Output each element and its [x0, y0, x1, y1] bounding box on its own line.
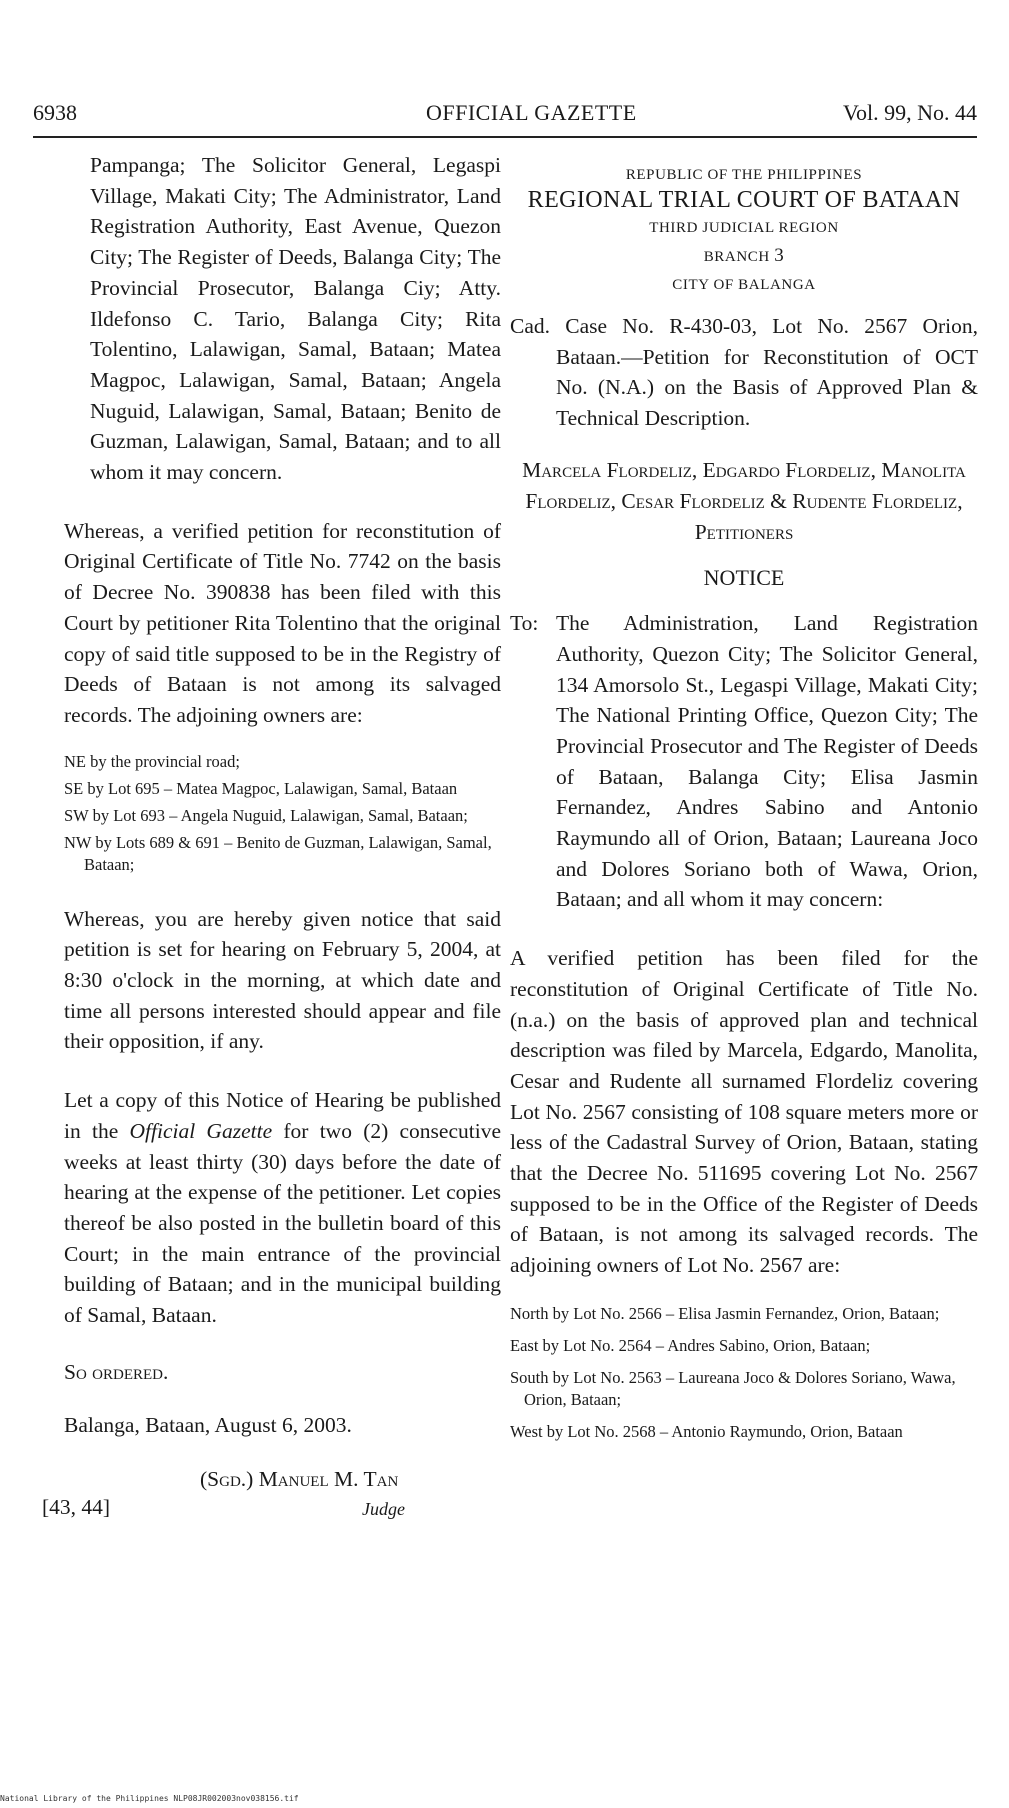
republic-label: REPUBLIC OF THE PHILIPPINES [625, 167, 863, 183]
petition-paragraph: Whereas, a verified petition for reconstitution of Original Certificate of Title No. 7742 on the basis of Decree No. 390838 has been filed with this Court by petitioner Rita Tolentino that the original copy of said title supposed to be in the Registry of Deeds of Bataan is not among its salvaged records. The adjoining owners are: [64, 518, 501, 727]
notice-heading: NOTICE [703, 565, 785, 591]
list-item: NW by Lots 689 & 691 – Benito de Guzman, Lalawigan, Samal, Bataan; [64, 832, 492, 874]
list-item: East by Lot No. 2564 – Andres Sabino, Orion, Bataan; [510, 1335, 871, 1355]
to-label: To: [510, 611, 539, 636]
list-item: SW by Lot 693 – Angela Nuguid, Lalawigan, Samal, Bataan; [64, 805, 468, 825]
signature-block [42, 1464, 501, 1528]
notice-body: A verified petition has been filed for the reconstitution of Original Certificate of Title No. (n.a.) on the basis of approved plan and technical description was filed by Marcela, Edgardo, Manolita, Cesar and Rudente all surnamed Flordeliz covering Lot No. 2567 consisting of 108 square meters more or less of the Cadastral Survey of Orion, Bataan, stating that the Decree No. 511695 covering Lot No. 2567 supposed to be in the Office of the Register of Deeds of Bataan, is not among its salvaged records. The adjoining owners of Lot No. 2567 are: [510, 946, 978, 1278]
list-item: West by Lot No. 2568 – Antonio Raymundo, Orion, Bataan [510, 1421, 903, 1441]
page-number: 6938 [33, 100, 77, 125]
city-label: CITY OF BALANGA [672, 277, 816, 293]
judge-title: Judge [362, 1499, 405, 1520]
publication-title: OFFICIAL GAZETTE [426, 100, 637, 125]
branch-label: BRANCH [703, 249, 770, 265]
to-text: The Administration, Land Registration Authority, Quezon City; The Solicitor General, 134 Amorsolo St., Legaspi Village, Makati City; The National Printing Office, Quezon City; The Provincial Prosecutor and The Register of Deeds of Bataan, Balanga City; Elisa Jasmin Fernandez, Andres Sabino and Antonio Raymundo all of Orion, Bataan; Laureana Joco and Dolores Soriano both of Wawa, Orion, Bataan; and all whom it may concern: [556, 611, 978, 912]
list-item: SE by Lot 695 – Matea Magpoc, Lalawigan, Samal, Bataan [64, 778, 458, 798]
right-column [510, 150, 978, 1453]
adjoining-owners-list [64, 751, 501, 876]
so-ordered: So ordered. [64, 1359, 169, 1384]
lot-owners-list [510, 1303, 978, 1443]
signatory: (Sgd.) Manuel M. Tan [200, 1467, 399, 1492]
court-name: REGIONAL TRIAL COURT OF BATAAN [527, 187, 961, 213]
header-divider [33, 136, 977, 138]
issue-numbers: [43, 44] [42, 1495, 111, 1520]
publication-text-b: for two (2) consecutive weeks at least thirty (30) days before the date of hearing at the expense of the petitioner. Let copies thereof be also posted in the bulletin board of this Court; in the main entrance of the provincial building of Bataan; and in the municipal building of Samal, Bataan. [64, 1118, 501, 1328]
petitioners: Marcela Flordeliz, Edgardo Flordeliz, Manolita Flordeliz, Cesar Flordeliz & Rudente Flordeliz, Petitioners [522, 458, 966, 544]
branch-number: 3 [774, 245, 785, 266]
court-heading [510, 164, 978, 299]
left-column [42, 150, 501, 1528]
judicial-region: THIRD JUDICIAL REGION [649, 220, 839, 236]
place-date: Balanga, Bataan, August 6, 2003. [64, 1412, 352, 1437]
list-item: South by Lot No. 2563 – Laureana Joco & Dolores Soriano, Wawa, Orion, Bataan; [510, 1367, 956, 1409]
volume-number: Vol. 99, No. 44 [842, 100, 977, 125]
gazette-name: Official Gazette [129, 1118, 273, 1143]
page-header [33, 94, 977, 134]
publication-text-a: Let a copy of this Notice of Hearing be published in the [64, 1088, 501, 1143]
recipients-list: Pampanga; The Solicitor General, Legaspi Village, Makati City; The Administrator, Land Registration Authority, East Avenue, Quezon City; The Register of Deeds, Balanga City; The Provincial Prosecutor, Balanga Ciy; Atty. Ildefonso C. Tario, Balanga City; Rita Tolentino, Lalawigan, Samal, Bataan; Matea Magpoc, Lalawigan, Samal, Bataan; Angela Nuguid, Lalawigan, Samal, Bataan; Benito de Guzman, Lalawigan, Samal, Bataan; and to all whom it may concern. [90, 153, 501, 485]
branch-line [510, 242, 978, 271]
publication-paragraph [64, 1085, 501, 1331]
case-title: Cad. Case No. R-430-03, Lot No. 2567 Orion, Bataan.—Petition for Reconstitution of OCT No. (N.A.) on the Basis of Approved Plan & Technical Description. [510, 314, 978, 431]
scan-footer: National Library of the Philippines NLP08JR002003nov038156.tif [0, 1794, 299, 1803]
addressees [510, 608, 978, 915]
list-item: North by Lot No. 2566 – Elisa Jasmin Fernandez, Orion, Bataan; [510, 1303, 940, 1323]
list-item: NE by the provincial road; [64, 751, 240, 771]
hearing-paragraph: Whereas, you are hereby given notice that said petition is set for hearing on February 5, 2004, at 8:30 o'clock in the morning, at which date and time all persons interested should appear and file their opposition, if any. [64, 906, 501, 1054]
